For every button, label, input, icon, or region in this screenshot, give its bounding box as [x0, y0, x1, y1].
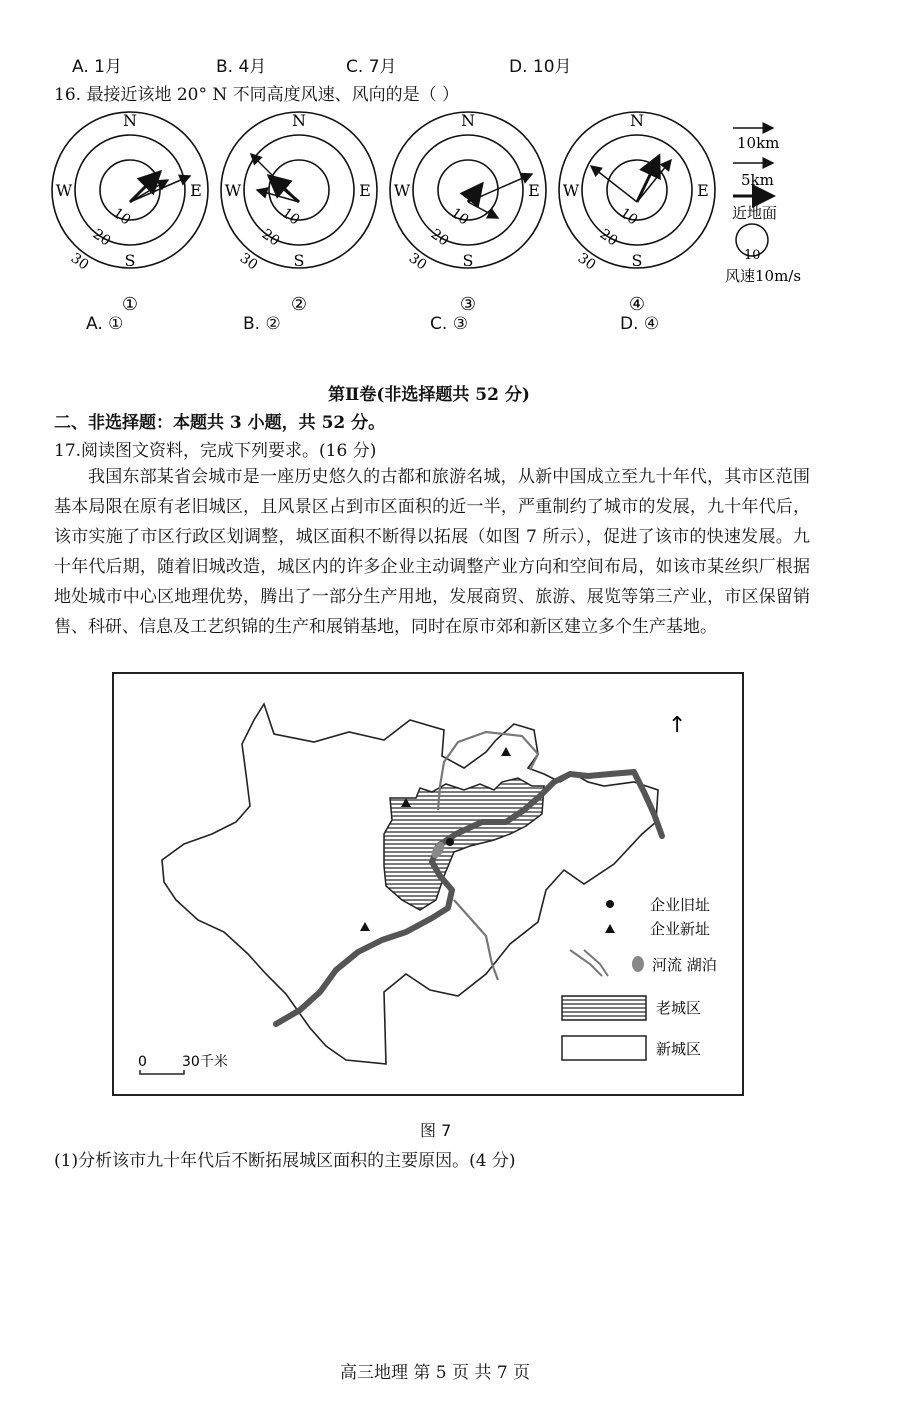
compass-e: E — [528, 181, 540, 200]
compass-n: N — [461, 111, 475, 130]
compass-e: E — [190, 181, 202, 200]
ring-label-30: 30 — [67, 250, 92, 274]
ring-label-10: 10 — [278, 205, 303, 229]
compass-s: S — [293, 251, 305, 270]
compass-n: N — [630, 111, 644, 130]
wind-diagram — [52, 111, 208, 315]
scale-label: 30千米 — [182, 1054, 228, 1070]
wind-diagram — [559, 111, 715, 315]
sub-question-1: (1)分析该市九十年代后不断拓展城区面积的主要原因。(4 分) — [54, 1151, 516, 1171]
compass-e: E — [697, 181, 709, 200]
legend-5km: 5km — [741, 171, 774, 189]
ring-label-30: 30 — [574, 250, 599, 274]
diagram-number: ③ — [459, 294, 477, 315]
scale-zero: 0 — [138, 1054, 147, 1070]
wind-diagram — [221, 111, 377, 315]
diagram-number: ① — [121, 294, 139, 315]
wind-arrow — [130, 176, 190, 202]
q15-option-c: C. 7月 — [346, 57, 397, 77]
legend-triangle-icon — [605, 924, 615, 933]
legend-circle-value: 10 — [744, 248, 761, 263]
q17-passage: 我国东部某省会城市是一座历史悠久的古都和旅游名城，从新中国成立至九十年代，其市区范围基本局限在原有老旧城区，且风景区占到市区面积的近一半，严重制约了城市的发展，九十年代后，该市实施了市区行政区划调整，城区面积不断得以拓展（如图 7 所示），促进了该市的快速发展。九十年代后期，随着旧城改造，城区内的许多企业主动调整产业方向和空间布局，如该市某丝织厂根据地处城市中心区地理优势，腾出了一部分生产用地，发展商贸、旅游、展览等第三产业，市区保留销售、科研、信息及工艺织锦的生产和展销基地，同时在原市郊和新区建立多个生产基地。 — [54, 467, 810, 637]
scale-bar — [140, 1070, 184, 1074]
page-footer: 高三地理 第 5 页 共 7 页 — [340, 1363, 531, 1383]
compass-w: W — [562, 181, 580, 200]
legend-new-city: 新城区 — [656, 1040, 702, 1058]
legend-new-city-swatch — [562, 1036, 646, 1060]
wind-legend — [725, 128, 801, 285]
q15-option-d: D. 10月 — [509, 57, 572, 77]
q17-title: 17.阅读图文资料，完成下列要求。(16 分) — [54, 441, 377, 461]
compass-w: W — [393, 181, 411, 200]
legend-surface: 近地面 — [732, 204, 778, 222]
q16-option-a: A. ① — [86, 314, 124, 334]
ring-label-20: 20 — [596, 226, 621, 250]
compass-w: W — [224, 181, 242, 200]
q16-option-c: C. ③ — [430, 314, 468, 334]
legend-old-city-swatch — [562, 996, 646, 1020]
old-site-marker — [446, 838, 454, 846]
part2-title: 第Ⅱ卷(非选择题共 52 分) — [328, 385, 530, 405]
q16-option-d: D. ④ — [620, 314, 660, 334]
legend-old-site: 企业旧址 — [650, 896, 711, 914]
wind-diagram — [390, 111, 546, 315]
ring-label-10: 10 — [109, 205, 134, 229]
q16-question: 16. 最接近该地 20° N 不同高度风速、风向的是（ ） — [54, 85, 460, 105]
city-map-svg — [114, 674, 742, 1094]
ring-label-20: 20 — [427, 226, 452, 250]
q15-option-b: B. 4月 — [216, 57, 267, 77]
legend-river-icon — [570, 950, 608, 976]
diagram-number: ② — [290, 294, 308, 315]
q15-option-a: A. 1月 — [72, 57, 122, 77]
compass-s: S — [124, 251, 136, 270]
part2-heading: 二、非选择题：本题共 3 小题，共 52 分。 — [54, 413, 386, 433]
compass-n: N — [123, 111, 137, 130]
legend-new-site: 企业新址 — [650, 920, 711, 938]
ring-label-20: 20 — [258, 226, 283, 250]
ring-label-10: 10 — [447, 205, 472, 229]
legend-dot-icon — [606, 900, 614, 908]
diagram-number: ④ — [628, 294, 646, 315]
compass-n: N — [292, 111, 306, 130]
compass-s: S — [631, 251, 643, 270]
north-arrow-icon: ↑ — [668, 713, 687, 738]
ring-label-30: 30 — [405, 250, 430, 274]
legend-water: 河流 湖泊 — [652, 956, 717, 974]
ring-label-30: 30 — [236, 250, 261, 274]
city-map — [112, 672, 744, 1096]
legend-lake-icon — [632, 956, 644, 972]
figure-caption: 图 7 — [420, 1121, 452, 1140]
ring-label-10: 10 — [616, 205, 641, 229]
legend-speed: 风速10m/s — [725, 267, 802, 285]
legend-10km: 10km — [737, 134, 780, 152]
compass-w: W — [55, 181, 73, 200]
q16-option-b: B. ② — [243, 314, 281, 334]
legend-old-city: 老城区 — [656, 999, 702, 1017]
wind-diagrams — [40, 108, 820, 315]
compass-s: S — [462, 251, 474, 270]
ring-label-20: 20 — [89, 226, 114, 250]
compass-e: E — [359, 181, 371, 200]
